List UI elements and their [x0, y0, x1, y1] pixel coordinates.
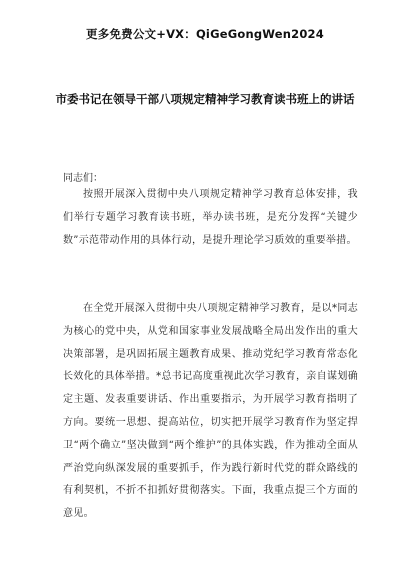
salutation: 同志们：: [63, 173, 103, 184]
document-title: 市委书记在领导干部八项规定精神学习教育读书班上的讲话: [55, 92, 355, 106]
paragraph-1: 按照开展深入贯彻中央八项规定精神学习教育总体安排，我们举行专题学习教育读书班，举办读书班，是充分发挥“关键少数”示范带动作用的具体行动，是提升理论学习质效的重要举措。: [63, 189, 358, 246]
paragraph-2: 在全党开展深入贯彻中央八项规定精神学习教育，是以*同志为核心的党中央，从党和国家事业发展战略全局出发作出的重大决策部署，是巩固拓展主题教育成果、推动党纪学习教育常态化长效化的具体举措。*总书记高度重视此次学习教育，亲自谋划确定主题、发表重要讲话、作出重要指示，为开展学习教育指明了方向。要统一思想、提高站位，切实把开展学习教育作为坚定捍卫“两个确立”坚决做到“两个维护”的具体实践，作为推动全面从严治党向纵深发展的重要抓手，作为践行新时代党的群众路线的有利契机，不折不扣抓好贯彻落实。下面，我重点提三个方面的意见。: [63, 303, 358, 520]
header-watermark: 更多免费公文+VX：QiGeGongWen2024: [86, 27, 324, 41]
